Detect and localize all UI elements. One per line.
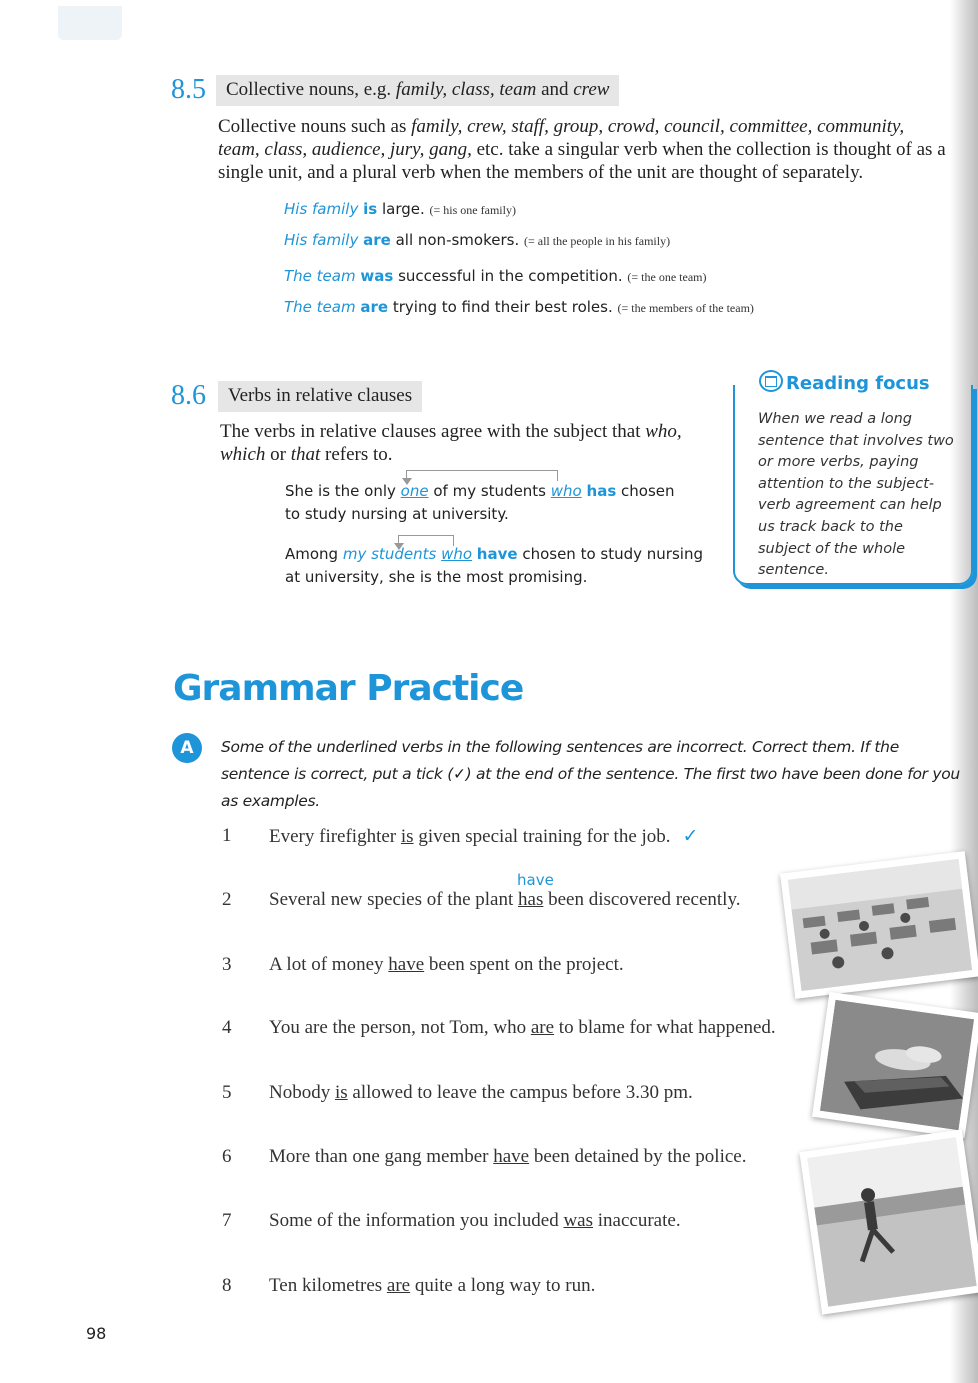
- example-row: [284, 200, 516, 218]
- item-number: 7: [222, 1210, 232, 1231]
- ex1-relative-pronoun: who: [550, 482, 582, 500]
- item-underlined-verb: are: [386, 1275, 411, 1296]
- item-text-after: been detained by the police.: [529, 1146, 747, 1167]
- section-86-para-that: that: [290, 444, 321, 465]
- section-85-title: [216, 75, 619, 106]
- section-86-paragraph: [220, 420, 720, 466]
- section-85-number: 8.5: [171, 74, 206, 105]
- example-row: [284, 231, 670, 249]
- ex1-part-a: She is the only: [285, 482, 401, 500]
- exam-hall-photo: [780, 851, 978, 999]
- item-text-before: Several new species of the plant: [269, 889, 519, 910]
- exercise-item: [269, 954, 624, 976]
- example-note: (= his one family): [429, 203, 516, 217]
- item-text-after: inaccurate.: [593, 1210, 681, 1231]
- example-subject: His family: [284, 200, 359, 218]
- ex1-verb: has: [586, 482, 617, 500]
- item-text-before: You are the person, not Tom, who: [269, 1017, 531, 1038]
- example-verb: are: [363, 231, 391, 249]
- correction-item-2: have: [517, 871, 554, 889]
- exercise-a-badge: A: [172, 733, 202, 763]
- example-rest: successful in the competition.: [393, 267, 623, 285]
- item-text-after: allowed to leave the campus before 3.30 pm.: [347, 1082, 693, 1103]
- laptop-typing-photo: [812, 992, 978, 1138]
- ex2-part-d: chosen to study nursing: [517, 545, 703, 563]
- reading-focus-heading: [755, 370, 934, 394]
- section-85-title-text: Collective nouns, e.g.: [226, 79, 396, 100]
- example-subject: The team: [284, 267, 356, 285]
- section-86-para-part-1: The verbs in relative clauses agree with the subject that: [220, 421, 646, 442]
- section-85-title-italic-1: family, class, team: [395, 79, 537, 100]
- item-text-after: been discovered recently.: [543, 889, 741, 910]
- item-text-before: Some of the information you included: [269, 1210, 564, 1231]
- example-note: (= the members of the team): [617, 301, 754, 315]
- example-rest: trying to find their best roles.: [388, 298, 613, 316]
- relative-clause-example-2: [285, 543, 703, 589]
- ex2-part-a: Among: [285, 545, 343, 563]
- item-text-before: A lot of money: [269, 954, 389, 975]
- section-85-paragraph: [218, 115, 948, 184]
- ex1-part-b: of my students: [428, 482, 551, 500]
- exercise-item: [269, 1017, 776, 1039]
- example-row: [284, 267, 707, 285]
- relative-clause-example-1: [285, 480, 675, 526]
- item-underlined-verb: have: [388, 954, 425, 975]
- example-rest: large.: [377, 200, 425, 218]
- section-86-para-part-4: refers to.: [320, 444, 393, 465]
- item-number: 5: [222, 1082, 232, 1103]
- example-verb: are: [360, 298, 389, 316]
- item-number: 2: [222, 889, 232, 910]
- ex1-part-d: chosen: [616, 482, 675, 500]
- item-text-after: been spent on the project.: [424, 954, 624, 975]
- book-icon: [759, 370, 783, 392]
- item-underlined-verb: has: [518, 889, 544, 910]
- ex2-antecedent: my students: [342, 545, 437, 563]
- ex2-line-2: at university, she is the most promising.: [285, 568, 588, 586]
- section-86-para-who: who,: [645, 421, 682, 442]
- exam-hall-image: [788, 859, 972, 991]
- item-text-before: Nobody: [269, 1082, 335, 1103]
- ex2-verb: have: [476, 545, 518, 563]
- ex1-line-2: to study nursing at university.: [285, 505, 509, 523]
- corner-tab-decoration: [58, 6, 122, 40]
- item-number: 4: [222, 1017, 232, 1038]
- tick-icon: ✓: [682, 825, 699, 847]
- item-text-after: given special training for the job.: [413, 826, 671, 847]
- item-number: 3: [222, 954, 232, 975]
- reading-focus-heading-text: Reading focus: [786, 373, 930, 394]
- item-text-before: More than one gang member: [269, 1146, 494, 1167]
- example-rest: all non-smokers.: [390, 231, 520, 249]
- example-note: (= the one team): [627, 270, 707, 284]
- section-85-title-italic-2: crew: [573, 79, 610, 100]
- section-85-title-and: and: [536, 79, 574, 100]
- exercise-item: [269, 1210, 681, 1232]
- item-text-after: quite a long way to run.: [410, 1275, 596, 1296]
- item-underlined-verb: are: [530, 1017, 555, 1038]
- exercise-item: [269, 1082, 693, 1104]
- laptop-image: [820, 1000, 974, 1130]
- item-underlined-verb: is: [334, 1082, 348, 1103]
- exercise-instruction: Some of the underlined verbs in the following sentences are incorrect. Correct them. If the sentence is correct, put a tick (✓) at the end of the sentence. The first two have been done for you as examples.: [221, 738, 960, 810]
- page-number: 98: [86, 1324, 107, 1343]
- example-note: (= all the people in his family): [524, 234, 671, 248]
- exercise-item: [269, 1275, 595, 1297]
- item-underlined-verb: was: [563, 1210, 594, 1231]
- item-number: 6: [222, 1146, 232, 1167]
- section-85-para-part-1: Collective nouns such as: [218, 116, 412, 137]
- ex2-relative-pronoun: who: [441, 545, 473, 563]
- item-number: 1: [222, 825, 232, 846]
- section-86-para-or: or: [265, 444, 291, 465]
- item-underlined-verb: have: [493, 1146, 530, 1167]
- item-text-before: Ten kilometres: [269, 1275, 387, 1296]
- example-verb: is: [363, 200, 378, 218]
- section-85-para-nouns: family, crew, staff, group, crowd, council, committee, community, team, class, audience, jury, gang,: [218, 116, 905, 160]
- reading-focus-text: When we read a long sentence that involves two or more verbs, paying attention to the subject-verb agreement can help us track back to the subject of the whole sentence.: [758, 411, 954, 579]
- item-text-after: to blame for what happened.: [554, 1017, 776, 1038]
- exercise-item: [269, 889, 740, 911]
- section-85-para-part-2: etc. take a singular verb when the collection is thought of as a single unit, and a plural verb when the members of the unit are thought of separately.: [218, 139, 946, 183]
- grammar-practice-title: Grammar Practice: [173, 668, 524, 709]
- example-row: [284, 298, 754, 316]
- example-verb: was: [360, 267, 394, 285]
- example-subject: The team: [284, 298, 356, 316]
- exercise-item: [269, 1146, 746, 1168]
- ex1-antecedent: one: [400, 482, 429, 500]
- exercise-item: [269, 825, 698, 848]
- runner-photo: [799, 1129, 978, 1314]
- section-86-title: Verbs in relative clauses: [218, 381, 422, 412]
- item-text-before: Every firefighter: [269, 826, 401, 847]
- section-86-number: 8.6: [171, 380, 206, 411]
- section-86-para-which: which: [220, 444, 266, 465]
- item-number: 8: [222, 1275, 232, 1296]
- runner-image: [807, 1137, 976, 1306]
- example-subject: His family: [284, 231, 359, 249]
- item-underlined-verb: is: [400, 826, 414, 847]
